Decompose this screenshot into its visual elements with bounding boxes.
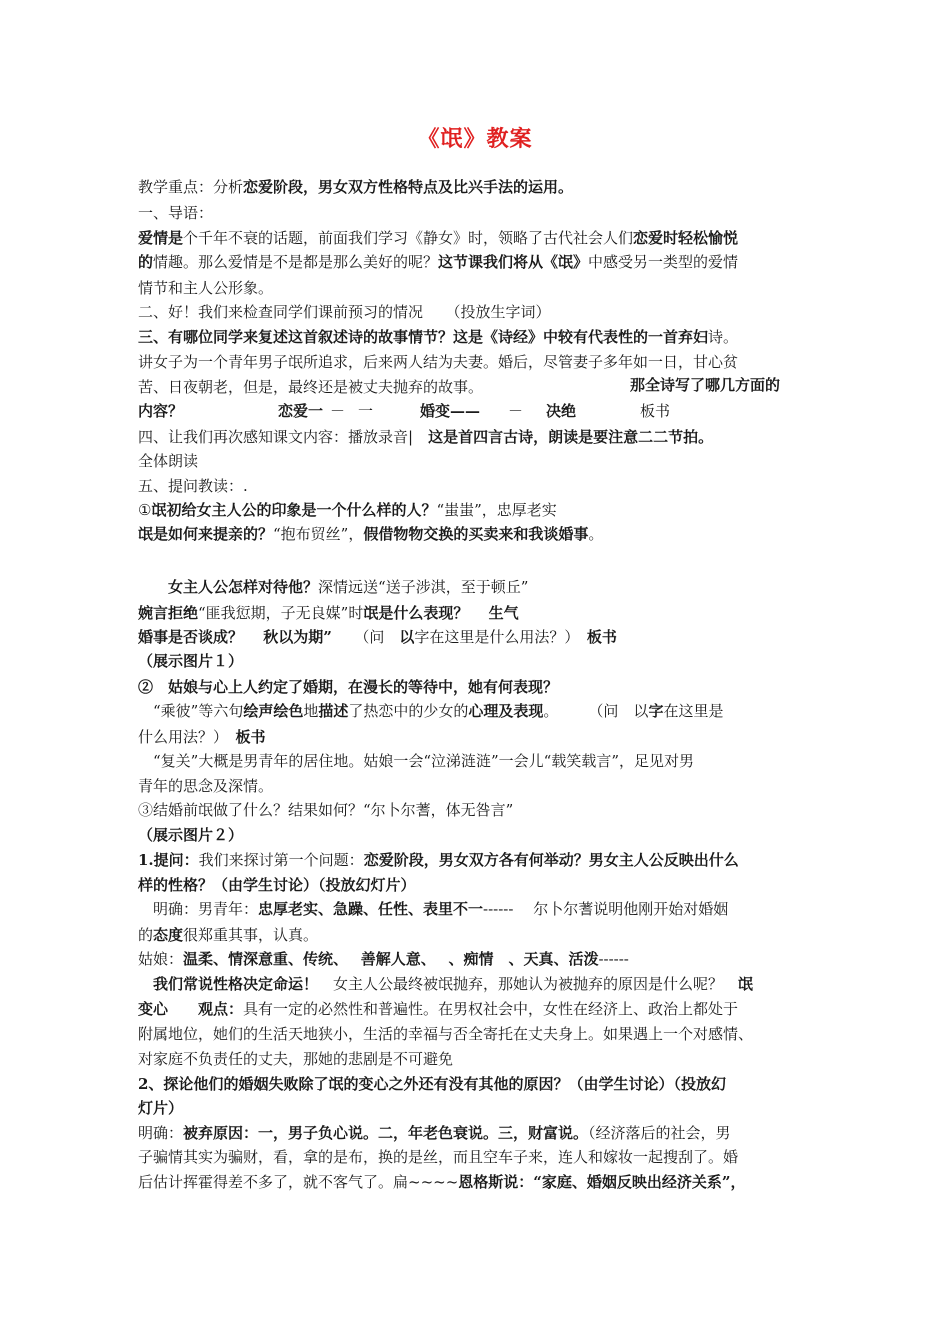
text-run: 变心 — [138, 1000, 199, 1018]
text-run: 板书 — [586, 628, 617, 646]
text-run: “复关”大概是男青年的居住地。姑娘一会“泣涕涟涟”一会儿“载笑载言”，足见对男 — [138, 752, 695, 770]
text-line — [138, 476, 248, 496]
text-run: 具有一定的必然性和普遍性。在男权社会中，女性在经济上、政治上都处于 — [243, 1000, 739, 1018]
text-run: 这节课我们将从《氓》 — [438, 253, 589, 271]
text-run: 一 — [358, 402, 374, 420]
text-line — [138, 500, 557, 520]
text-run: 恋爱时轻松愉悦 — [633, 229, 739, 247]
text-run: 女主人公怎样对待他？ — [168, 578, 319, 596]
text-line — [138, 899, 728, 919]
text-run: 情节和主人公形象。 — [138, 279, 274, 297]
text-line — [138, 327, 738, 347]
text-run: 氓 — [738, 975, 754, 993]
text-run: 字在这里是什么用法？） — [414, 628, 587, 646]
text-run: 绘声绘色 — [243, 702, 304, 720]
text-line — [138, 1123, 731, 1143]
text-line — [138, 677, 558, 697]
text-run: 氓是什么表现？ 生气 — [363, 604, 519, 622]
text-run: 1.提问： — [138, 851, 199, 869]
text-run: ② 姑娘与心上人约定了婚期，在漫长的等待中，她有何表现？ — [138, 678, 559, 696]
text-run: 明确：男青年： — [138, 900, 259, 918]
text-run: 恋爱阶段，男女双方各有何举动？男女主人公反映出什么 — [363, 851, 739, 869]
text-run: （问 — [331, 628, 400, 646]
text-line — [138, 1172, 746, 1192]
text-line — [138, 949, 629, 969]
text-run: 以 — [399, 628, 415, 646]
text-run: 了热恋中的少女的 — [348, 702, 469, 720]
text-run: 子骗情其实为骗财，看，拿的是布，换的是丝，而且空车子来，连人和嫁妆一起搜刮了。婚 — [138, 1148, 739, 1166]
text-run: 讲女子为一个青年男子氓所追求，后来两人结为夫妻。婚后，尽管妻子多年如一日，甘心贫 — [138, 353, 739, 371]
page-title: 《氓》教案 — [417, 126, 533, 152]
text-line — [138, 1024, 753, 1044]
text-run: 被弃原因：一，男子负心说。二，年老色衰说。三，财富说。 — [183, 1124, 589, 1142]
text-run: 二、好！我们来检查同学们课前预习的情况 （投放生字词） — [138, 303, 551, 321]
text-run: 中感受另一类型的爱情 — [588, 253, 739, 271]
text-line — [138, 524, 603, 544]
text-run — [138, 578, 168, 596]
text-run: ① — [138, 501, 152, 519]
text-run: 什么用法？） — [138, 728, 236, 746]
text-line — [138, 228, 738, 248]
text-run: 字 — [648, 702, 664, 720]
text-line — [138, 925, 318, 945]
text-run: ③结婚前氓做了什么？结果如何？“尔卜尔蓍，体无咎言” — [138, 801, 514, 819]
text-run: （展示图片２） — [138, 826, 244, 844]
text-run: 婚事是否谈成？ 秋以为期” — [138, 628, 332, 646]
text-run: 四、让我们再次感知课文内容：播放录音| — [138, 428, 429, 446]
text-run: 氓是如何来提亲的？ — [138, 525, 274, 543]
text-line — [138, 427, 713, 447]
text-run: 个千年不衰的话题，前面我们学习《静女》时，领略了古代社会人们 — [183, 229, 634, 247]
text-run: 时 — [348, 604, 364, 622]
text-run: 女主人公最终被氓抛弃，那她认为被抛弃的原因是什么呢？ — [318, 975, 739, 993]
text-run: 。 — [588, 525, 604, 543]
text-run: 内容？ — [138, 402, 184, 420]
text-line — [138, 1049, 453, 1069]
text-run: 灯片） — [138, 1099, 184, 1117]
text-line — [138, 999, 738, 1019]
text-line — [138, 203, 213, 223]
text-run: 的 — [138, 926, 154, 944]
text-line — [138, 1098, 183, 1118]
text-run: 我们常说性格决定命运！ — [153, 975, 319, 993]
text-run: （展示图片１） — [138, 652, 244, 670]
text-run: 情趣。那么爱情是不是都是那么美好的呢？ — [153, 253, 439, 271]
text-run: 后估计挥霍得差不多了，就不客气了。扁~~~~ — [138, 1173, 459, 1191]
text-run: 一、导语： — [138, 204, 214, 222]
text-line — [138, 252, 738, 272]
text-run: 苦、日夜朝老，但是，最终还是被丈夫抛弃的故事。 — [138, 378, 484, 396]
text-run: － — [508, 402, 524, 420]
text-line — [138, 352, 738, 372]
text-line — [138, 751, 694, 771]
text-run: 五、提问教读：. — [138, 477, 248, 495]
text-run: 这是首四言古诗，朗读是要注意二二节拍。 — [428, 428, 714, 446]
text-run: 决绝 — [546, 402, 577, 420]
text-run: “蚩蚩”，忠厚老实 — [436, 501, 557, 519]
text-run: 青年的思念及深情。 — [138, 777, 274, 795]
text-run: 态度 — [153, 926, 184, 944]
text-run: 的 — [138, 253, 154, 271]
text-line — [138, 577, 528, 597]
text-run: 恋爱阶段，男女双方性格特点及比兴手法的运用。 — [243, 178, 574, 196]
text-run: 心理及表现 — [468, 702, 544, 720]
text-line — [138, 825, 243, 845]
text-run — [138, 975, 153, 993]
text-run: 附属地位，她们的生活天地狭小，生活的幸福与否全寄托在丈夫身上。如果遇上一个对感情、 — [138, 1025, 754, 1043]
text-run: “匪我愆期，子无良媒” — [198, 604, 349, 622]
text-run: － — [330, 402, 346, 420]
text-run: 假借物物交换的买卖来和我谈婚事 — [363, 525, 589, 543]
text-line — [138, 603, 519, 623]
text-run: 地 — [303, 702, 319, 720]
text-run: ------ 尔卜尔蓍说明他刚开始对婚姻 — [483, 900, 729, 918]
text-line — [138, 727, 266, 747]
text-run: 诗。 — [708, 328, 739, 346]
text-run: 对家庭不负责任的丈夫，那她的悲剧是不可避免 — [138, 1050, 454, 1068]
text-run: 很郑重其事，认真。 — [183, 926, 319, 944]
text-run: 在这里是 — [663, 702, 724, 720]
text-run: 爱情是 — [138, 229, 184, 247]
text-line — [138, 177, 573, 197]
text-run: 婉言拒绝 — [138, 604, 199, 622]
text-run: 我们来探讨第一个问题： — [198, 851, 364, 869]
text-line — [138, 401, 183, 421]
text-run: 姑娘： — [138, 950, 184, 968]
text-run: 教学重点：分析 — [138, 178, 244, 196]
text-run: 明确： — [138, 1124, 184, 1142]
text-run: 。 （问 以 — [543, 702, 649, 720]
text-run: 观点： — [198, 1000, 244, 1018]
text-run: “乘彼”等六句 — [138, 702, 244, 720]
text-line — [138, 701, 723, 721]
text-run: 忠厚老实、急躁、任性、表里不一 — [258, 900, 484, 918]
text-run: 全体朗读 — [138, 452, 199, 470]
text-run: “抱布贸丝”， — [273, 525, 364, 543]
text-run: 三、有哪位同学来复述这首叙述诗的故事情节？这是《诗经》中较有代表性的一首弃妇 — [138, 328, 709, 346]
text-run: 样的性格？（由学生讨论）（投放幻灯片） — [138, 876, 416, 894]
text-line — [138, 1074, 726, 1094]
text-run: 氓初给女主人公的印象是一个什么样的人？ — [151, 501, 437, 519]
text-run: 深情远送“送子涉淇，至于顿丘” — [318, 578, 529, 596]
text-run: 描述 — [318, 702, 349, 720]
text-run: ------ — [598, 950, 629, 968]
text-line — [138, 651, 243, 671]
text-line — [138, 451, 198, 471]
text-line — [138, 875, 416, 895]
text-line — [138, 1147, 738, 1167]
text-line — [138, 776, 273, 796]
text-line — [138, 850, 739, 870]
text-line — [138, 302, 551, 322]
text-line — [138, 278, 273, 298]
text-run: 那全诗写了哪几方面的 — [630, 376, 781, 394]
text-run: （经济落后的社会，男 — [588, 1124, 731, 1142]
text-run: 恋爱一 — [278, 402, 324, 420]
text-line — [138, 800, 513, 820]
text-line — [138, 377, 483, 397]
text-run: 板书 — [640, 402, 671, 420]
text-run: 恩格斯说：“家庭、婚姻反映出经济关系”， — [458, 1173, 746, 1191]
text-run: 温柔、情深意重、传统、 善解人意、 、痴情 、天真、活泼 — [183, 950, 599, 968]
text-run: 2、探论他们的婚姻失败除了氓的变心之外还有没有其他的原因？（由学生讨论）（投放幻 — [138, 1075, 726, 1093]
text-line — [138, 974, 753, 994]
text-run: 婚变—— — [420, 402, 481, 420]
text-run: 板书 — [235, 728, 266, 746]
text-line — [138, 627, 617, 647]
